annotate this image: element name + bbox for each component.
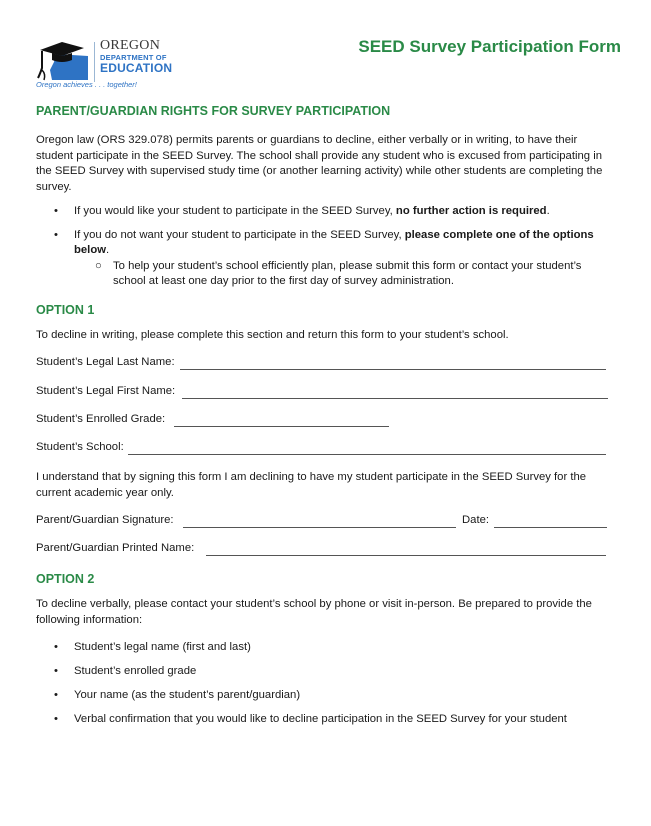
- bullet-icon: •: [54, 665, 58, 677]
- grade-label: Student’s Enrolled Grade:: [36, 413, 166, 425]
- option2-item: • Student’s legal name (first and last): [54, 641, 251, 653]
- bullet-icon: •: [54, 713, 58, 725]
- rights-bullet-2: • If you do not want your student to participate in the SEED Survey, please complete one of the options below.: [54, 229, 594, 256]
- printed-name-field[interactable]: [206, 555, 606, 556]
- first-name-field[interactable]: [182, 398, 608, 399]
- printed-name-label: Parent/Guardian Printed Name:: [36, 542, 195, 554]
- grade-field[interactable]: [174, 426, 389, 427]
- last-name-label: Student’s Legal Last Name:: [36, 356, 175, 368]
- bullet-icon: •: [54, 641, 58, 653]
- graduation-cap-oregon-icon: [36, 40, 92, 82]
- school-field[interactable]: [128, 454, 606, 455]
- logo-education-text: EDUCATION: [100, 61, 173, 75]
- date-field[interactable]: [494, 527, 607, 528]
- option2-intro: To decline verbally, please contact your student’s school by phone or visit in-person. Be prepared to provide the following information:: [36, 598, 592, 626]
- signature-label: Parent/Guardian Signature:: [36, 514, 174, 526]
- rights-heading: PARENT/GUARDIAN RIGHTS FOR SURVEY PARTICIPATION: [36, 104, 391, 118]
- logo-oregon-text: OREGON: [100, 38, 161, 53]
- bullet-icon: •: [54, 229, 58, 241]
- bullet-icon: •: [54, 689, 58, 701]
- ode-logo: [36, 38, 186, 93]
- rights-paragraph: Oregon law (ORS 329.078) permits parents or guardians to decline, either verbally or in writing, to have their student participate in the SEED Survey. The school shall provide any student who is excused from participating in the SEED Survey with supervised study time (or another learning activity) while other students are completing the survey.: [36, 134, 603, 193]
- circle-bullet-icon: ○: [95, 260, 102, 272]
- signature-field[interactable]: [183, 527, 456, 528]
- date-label: Date:: [462, 514, 490, 526]
- school-label: Student’s School:: [36, 441, 124, 453]
- form-title: SEED Survey Participation Form: [358, 37, 621, 56]
- option2-heading: OPTION 2: [36, 572, 95, 586]
- logo-dept-text: DEPARTMENT OF: [100, 53, 167, 62]
- option1-heading: OPTION 1: [36, 303, 95, 317]
- logo-divider: [94, 42, 95, 82]
- option2-item: • Your name (as the student’s parent/guardian): [54, 689, 301, 701]
- logo-tagline: Oregon achieves . . . together!: [36, 80, 137, 89]
- last-name-field[interactable]: [180, 369, 606, 370]
- bullet-icon: •: [54, 205, 58, 217]
- rights-bullet-1: • If you would like your student to participate in the SEED Survey, no further action is required.: [54, 205, 550, 217]
- first-name-label: Student’s Legal First Name:: [36, 385, 176, 397]
- option2-item: • Verbal confirmation that you would like to decline participation in the SEED Survey for your student: [54, 713, 567, 725]
- option2-item: • Student’s enrolled grade: [54, 665, 197, 677]
- option1-intro: To decline in writing, please complete this section and return this form to your student’s school.: [36, 329, 509, 341]
- acknowledgement-text: I understand that by signing this form I am declining to have my student participate in the SEED Survey for the current academic year only.: [36, 471, 587, 499]
- rights-sub-bullet: ○ To help your student’s school efficiently plan, please submit this form or contact your student’s school at least one day prior to the first day of survey administration.: [95, 260, 582, 287]
